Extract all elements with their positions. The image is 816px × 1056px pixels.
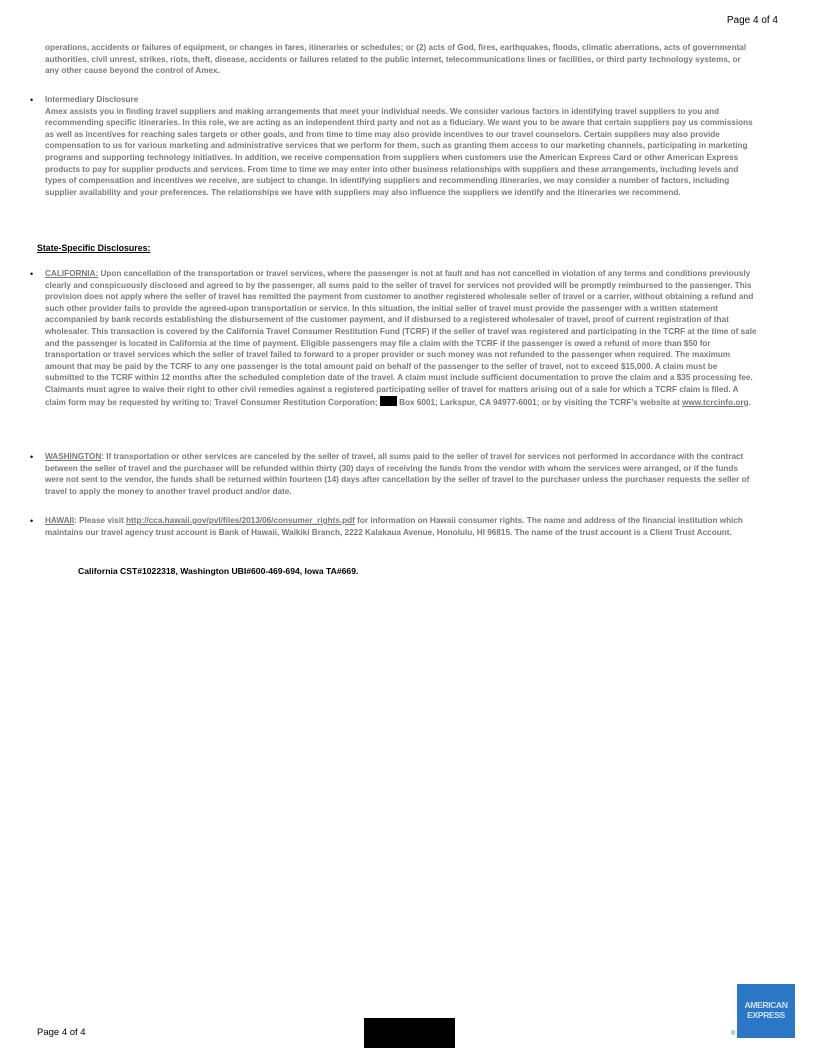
california-disclosure: CALIFORNIA: Upon cancellation of the transportation or travel services, where the passenger is not at fault and has not cancelled in violation of any terms and conditions previously clearly and conspicuously disclosed and agreed to by the passenger, all sums paid to the seller of travel for services not provided will be promptly reimbursed to the passenger. This provision does not apply where the seller of travel has remitted the payment from customer to another registered wholesale seller of travel or a carrier, without obtaining a refund and such other provider fails to provide the agreed-upon transportation or service. In this situation, the initial seller of travel must provide the passenger with a written statement accompanied by bank records establishing the disbursement of the customer payment, and if disbursed to a registered wholesaler of travel, proof of current registration of that wholesaler. This transaction is covered by the California Travel Consumer Restitution Fund (TCRF) if the seller of travel was registered and participating in the TCRF at the time of sale and the passenger is located in California at the time of payment. Eligible passengers may file a claim with the TCRF if the passenger is owed a refund of more than $50 for transportation or travel services which the seller of travel failed to forward to a proper provider or such money was not refunded to the passenger when required. The maximum amount that may be paid by the TCRF to any one passenger is the total amount paid on behalf of the passenger to the seller of travel, not to exceed $15,000. A claim must be submitted to the TCRF within 12 months after the scheduled completion date of the travel. A claim must include sufficient documentation to prove the claim and a $35 processing fee. Claimants must agree to waive their right to other civil remedies against a registered participating seller of travel for matters arising out of a sale for which a TCRF claim is filed. A claim form may be requested by writing to: Travel Consumer Restitution Corporation; Box 6001; Larkspur, CA 94977-6001; or by visiting the TCRF’s website at www.tcrcinfo.org. xyxy=(45,269,757,407)
redaction-box xyxy=(380,396,397,406)
force-majeure-paragraph: operations, accidents or failures of equipment, or changes in fares, itineraries or schedules; or (2) acts of God, fires, earthquakes, floods, climatic aberrations, acts of governmental authorities, civil unrest, strikes, riots, theft, disease, accidents or failures related to the public internet, telecommunications lines or facilities, or third party technology systems, or any other cause beyond the control of Amex. xyxy=(45,43,747,76)
washington-label: WASHINGTON xyxy=(45,452,102,461)
hawaii-consumer-rights-link[interactable]: http://cca.hawaii.gov/pvl/files/2013/06/consumer_rights.pdf xyxy=(126,516,355,525)
california-label: CALIFORNIA: xyxy=(45,269,99,278)
redaction-bar xyxy=(364,1018,455,1048)
washington-body: : If transportation or other services are canceled by the seller of travel, all sums paid to the seller of travel for services not performed in accordance with the contract between the seller of travel and the purchaser will be refunded within thirty (30) days of receiving the funds from the vendor with whom the services were arranged, or if the funds were not sent to the vendor, the funds shall be returned within fourteen (14) days after cancellation by the seller of travel to the purchaser unless the purchaser requests the seller of travel to apply the money to another travel product and/or date. xyxy=(45,452,750,496)
amex-logo-line2: EXPRESS xyxy=(747,1010,785,1020)
hawaii-body: for information on Hawaii consumer rights. The name and address of the financial institution which maintains our travel agency trust account is Bank of Hawaii, Waikiki Branch, 2222 Kalakaua Avenue, Honolulu, HI 96815. The name of the trust account is a Client Trust Account. xyxy=(45,516,743,537)
bullet-california: • xyxy=(30,269,34,279)
california-body: Upon cancellation of the transportation or travel services, where the passenger is not at fault and has not cancelled in violation of any terms and conditions previously clearly and conspicuously disclosed and agreed to by the passenger, all sums paid to the seller of travel for services not provided will be promptly reimbursed to the passenger. This provision does not apply where the seller of travel has remitted the payment from customer to another registered wholesale seller of travel or a carrier, without obtaining a refund and such other provider fails to provide the agreed-upon transportation or service. In this situation, the initial seller of travel must provide the passenger with a written statement accompanied by bank records establishing the disbursement of the customer payment, and if disbursed to a registered wholesaler of travel, proof of current registration of that wholesaler. This transaction is covered by the California Travel Consumer Restitution Fund (TCRF) if the seller of travel was registered and participating in the TCRF at the time of sale and the passenger is located in California at the time of payment. Eligible passengers may file a claim with the TCRF if the passenger is owed a refund of more than $50 for transportation or travel services which the seller of travel failed to forward to a proper provider or such money was not refunded to the passenger when required. The maximum amount that may be paid by the TCRF to any one passenger is the total amount paid on behalf of the passenger to the seller of travel, not to exceed $15,000. A claim must be submitted to the TCRF within 12 months after the scheduled completion date of the travel. A claim must include sufficient documentation to prove the claim and a $35 processing fee. Claimants must agree to waive their right to other civil remedies against a registered participating seller of travel for matters arising out of a sale for which a TCRF claim is filed. A claim form may be requested by writing to: Travel Consumer Restitution Corporation; xyxy=(45,269,757,407)
washington-disclosure xyxy=(45,451,757,497)
bullet-intermediary: • xyxy=(30,95,34,105)
intermediary-disclosure xyxy=(45,94,757,198)
intermediary-title: Intermediary Disclosure xyxy=(45,95,139,104)
license-numbers: California CST#1022318, Washington UBI#600-469-694, Iowa TA#669. xyxy=(78,566,359,576)
hawaii-disclosure: HAWAII: Please visit http://cca.hawaii.gov/pvl/files/2013/06/consumer_rights.pdf for information on Hawaii consumer rights. The name and address of the financial institution which maintains our travel agency trust account is Bank of Hawaii, Waikiki Branch, 2222 Kalakaua Avenue, Honolulu, HI 96815. The name of the trust account is a Client Trust Account. xyxy=(45,516,743,537)
bullet-washington: • xyxy=(30,452,34,462)
california-address: Box 6001; Larkspur, CA 94977-6001; or by visiting the TCRF’s website at xyxy=(396,397,682,407)
hawaii-label: HAWAII xyxy=(45,516,75,525)
page-number-bottom: Page 4 of 4 xyxy=(37,1027,86,1038)
page-number-top: Page 4 of 4 xyxy=(726,15,778,26)
bullet-hawaii: • xyxy=(30,516,34,526)
registered-mark: ® xyxy=(731,1031,736,1037)
tcrf-website-link[interactable]: www.tcrcinfo.org xyxy=(681,397,749,407)
state-disclosures-title: State-Specific Disclosures: xyxy=(37,243,151,253)
amex-logo xyxy=(737,984,795,1038)
intermediary-body: Amex assists you in finding travel suppliers and making arrangements that meet your individual needs. We consider various factors in identifying travel suppliers to you and recommending specific itineraries. In this role, we are acting as an independent third party and not as a fiduciary. We want you to be aware that certain suppliers pay us commissions as well as incentives for reaching sales targets or other goals, and from time to time may also provide incentives to our travel counselors. Certain suppliers may also provide compensation to us for various marketing and administrative services that we perform for them, such as granting them access to our marketing channels, participating in marketing programs and supporting technology initiatives. In addition, we receive compensation from suppliers when customers use the American Express Card or other American Express products to pay for supplier products and services. From time to time we may enter into other business relationships with suppliers and these arrangements, including levels and types of compensation and incentives we receive, are subject to change. In identifying suppliers and recommending itineraries, we may consider a number of factors, including supplier availability and your preferences. The relationships we have with suppliers may also influence the suppliers we identify and the itineraries we recommend. xyxy=(45,106,753,197)
amex-logo-line1: AMERICAN xyxy=(744,1000,788,1010)
